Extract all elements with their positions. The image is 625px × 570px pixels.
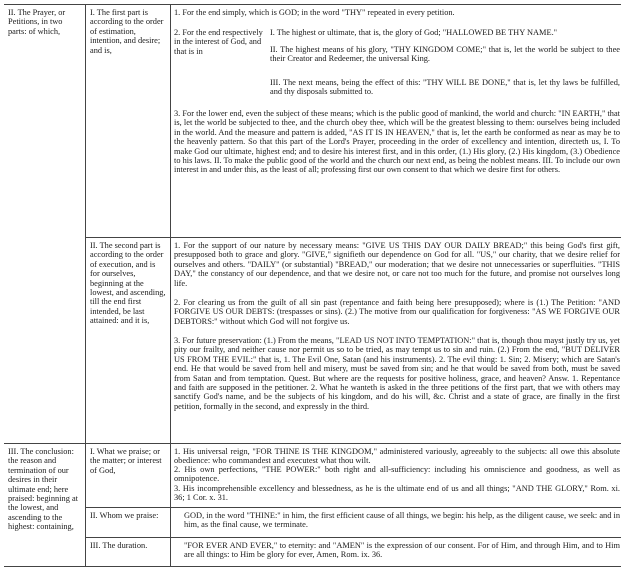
praise-item-glory: 3. His incomprehensible excellency and blessedness, as he is the ultimate end of us and all things; "AND THE GLORY," Rom. xi. 36; 1 Cor. x. 31.: [174, 484, 620, 503]
top-rule: [4, 4, 621, 5]
column-rule-1: [85, 4, 86, 566]
column-rule-2: [170, 4, 171, 566]
section-ii-label: II. The Prayer, or Petitions, in two parts: of which,: [8, 8, 66, 36]
praise-part-two-label: II. Whom we praise:: [90, 511, 159, 520]
section-iii-label: III. The conclusion: the reason and termination of our desires in their ultimate end; here praised: beginning at the lowest, and ascending to the highest: containing,: [8, 447, 78, 532]
petition-item-2-label: 2. For the end respectively in the interest of God, and that is in: [174, 28, 263, 56]
petition-item-3: 3. For the lower end, even the subject of these means; which is the public good of mankind, the world and church: "IN EARTH," that is, let the world be subjected to thee, and the church obey thee, which will be the greatest blessing to them: ourselves being included in the world. And the measure and pattern is added, "AS IT IS IN HEAVEN," that is, let the earth be conformed as near as may be to the heavenly pattern. So that this part of the Lord's Prayer, proceeding in the order of excellency and intention, directeth us, I. To make God our ultimate, highest end; and to desire his interest first, and in this order, (1.) His glory, (2.) His kingdom, (3.) Obedience to his laws. II. To make the public good of the world and the church our next end, as being the noblest means. III. To include our own interest in and under this, as the least of all; professing first our own consent to that which we desire first for others.: [174, 109, 620, 175]
bottom-rule: [4, 566, 621, 567]
petition-sub-iii: III. The next means, being the effect of this: "THY WILL BE DONE," that is, let thy laws be fulfilled, and thy disposals submitted to.: [270, 78, 620, 97]
praise-duration-text: "FOR EVER AND EVER," to eternity: and "AMEN" is the expression of our consent. For of Him, and through Him, and to Him are all things: to Him be glory for ever, Amen, Rom. ix. 36.: [184, 541, 620, 560]
part-two-label: II. The second part is according to the order of execution, and is for ourselves, beginning at the lowest, and ascending, till the end first intended, be last attained: and it is,: [90, 241, 166, 326]
praise-part-three-label: III. The duration.: [90, 541, 148, 550]
petition-sub-ii: II. The highest means of his glory, "THY KINGDOM COME;" that is, let the world be subject to thee their Creator and Redeemer, the universal King.: [270, 45, 620, 64]
part-divider: [85, 507, 621, 508]
praise-whom-text: GOD, in the word "THINE:" in him, the first efficient cause of all things, we begin: his help, as the diligent cause, we seek: and in him, as the final cause, we terminate.: [184, 511, 620, 530]
praise-part-one-label: I. What we praise; or the matter; or interest of God,: [90, 447, 162, 475]
petition-sub-i: I. The highest or ultimate, that is, the glory of God; "HALLOWED BE THY NAME.": [270, 28, 558, 37]
praise-item-kingdom: 1. His universal reign, "FOR THINE IS THE KINGDOM," administered variously, agreeably to the subjects: all owe this absolute obedience: who commandest and executest what thou wilt.: [174, 447, 620, 466]
praise-item-power: 2. His own perfections, "THE POWER:" both right and all-sufficiency: including his omniscience and goodness, as well as omnipotence.: [174, 465, 620, 484]
petition-item-temptation: 3. For future preservation: (1.) From the means, "LEAD US NOT INTO TEMPTATION:" that is, though thou mayst justly try us, yet pity our frailty, and neither cause nor permit us so to be tried, as may tempt us to sin and ruin. (2.) From the end, "BUT DELIVER US FROM THE EVIL:" that is, 1. The Evil One, Satan (and his instruments). 2. The evil thing: 1. Sin; 2. Misery; which are Satan's end. He that would be saved from hell and misery, must be saved from sin; and he that would be saved from both, must be saved from Satan and from temptation. Quest. But where are the requests for positive holiness, grace, and heaven? Answ. 1. Repentance and faith are supposed in the petitioner. 2. What he wanteth is asked in the three petitions of the first part, that we with others may sanctify God's name, and be the subjects of his kingdom, and do his will, &c. Christ and a state of grace, are finally in the first petition, formally in the second, and expressly in the third.: [174, 336, 620, 411]
petition-item-forgive: 2. For clearing us from the guilt of all sin past (repentance and faith being here presupposed); where is (1.) The Petition: "AND FORGIVE US OUR DEBTS: (trespasses or sins). (2.) The motive from our qualification for forgiveness: "AS WE FORGIVE OUR DEBTORS:" without which God will not forgive us.: [174, 298, 620, 326]
part-one-label: I. The first part is according to the order of estimation, intention, and desire; and is,: [90, 8, 164, 55]
section-divider: [4, 443, 621, 444]
petition-item-bread: 1. For the support of our nature by necessary means: "GIVE US THIS DAY OUR DAILY BREAD;" this being God's first gift, presupposed both to grace and glory. "GIVE," signifieth our dependence on God for all. "US," our charity, that we desire relief for ourselves and others. "DAILY" (or substantial) "BREAD," our moderation; that we desire not unnecessaries or superfluities. "THIS DAY," the constancy of our dependence, and that we desire not, or care not too much for the future, and promise not ourselves long life.: [174, 241, 620, 288]
petition-item-1: 1. For the end simply, which is GOD; in the word "THY" repeated in every petition.: [174, 8, 455, 17]
part-divider: [85, 237, 621, 238]
part-divider: [85, 537, 621, 538]
